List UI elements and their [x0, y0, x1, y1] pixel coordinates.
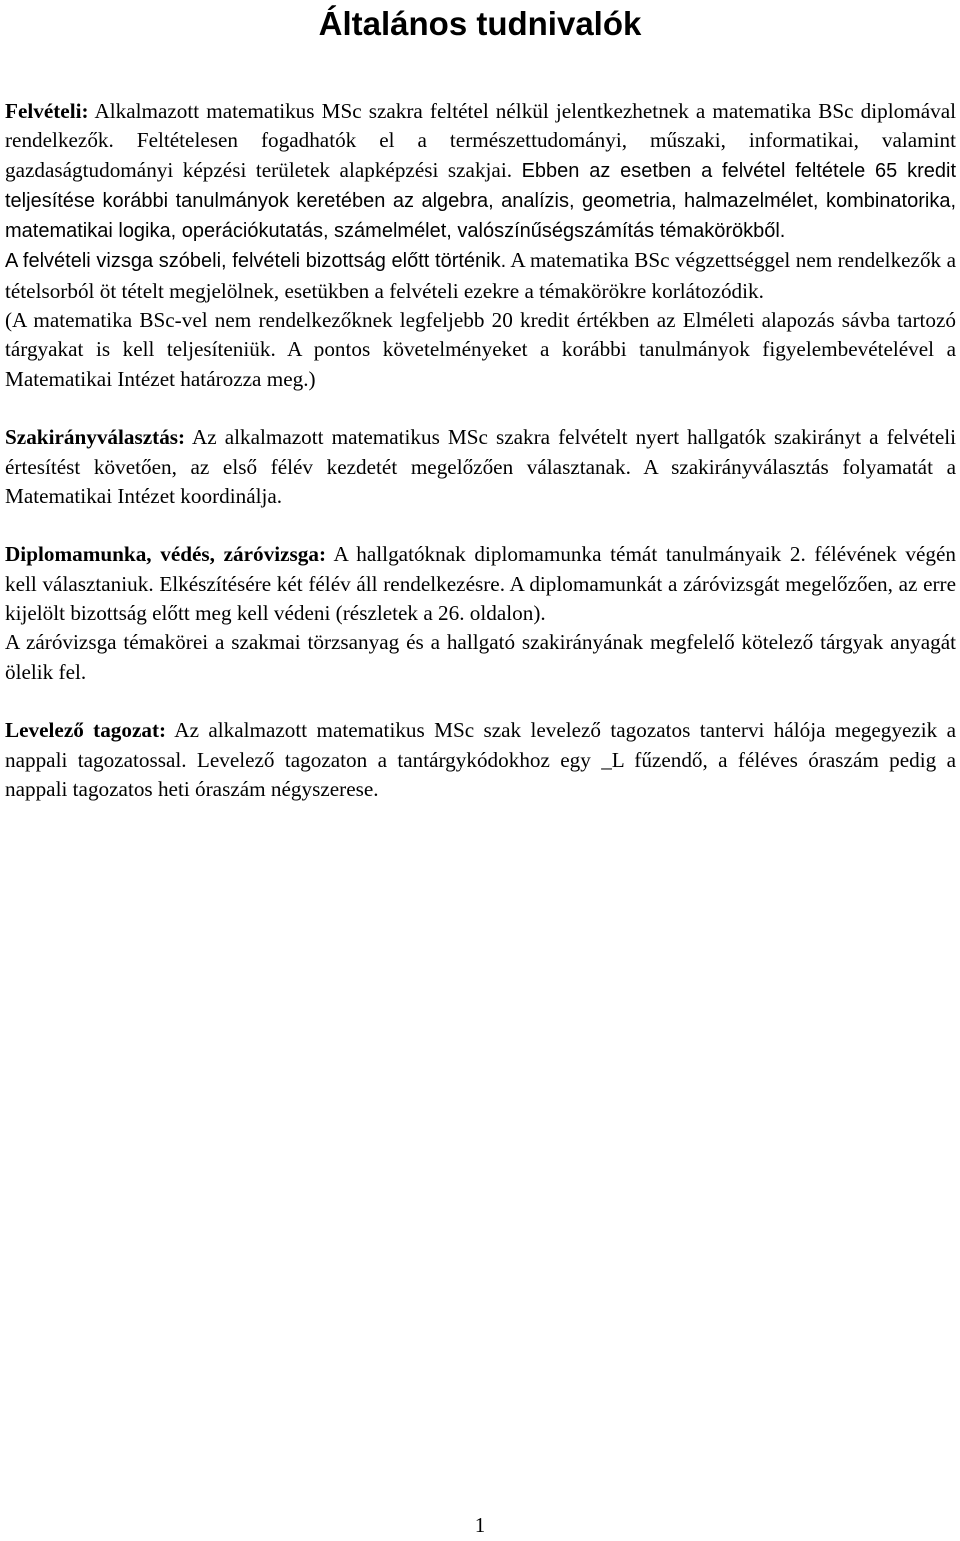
felveteli-condition-text: Ebben az esetben a felvétel feltétele 65 kredit teljesítése korábbi tanulmányok keretében az algebra, analízis, geometria, halmazelmélet, kombinatorika, matematikai logika, operációkutatás, számelmélet, valószínűségszámítás témakörökből. [5, 159, 957, 243]
szakirany-label: Szakirányválasztás: [5, 425, 186, 450]
diploma-text: A hallgatóknak diplomamunka témát tanulmányaik 2. félévének végén kell választaniuk. Elkészítésére két félév áll rendelkezésre. A diplomamunkát a záróvizsgát megelőzően, az erre kijelölt bizottság előtt meg kell védeni (részletek a 26. oldalon). [5, 542, 957, 626]
levelezo-paragraph [5, 716, 956, 804]
felveteli-paragraph [5, 97, 956, 246]
felveteli-text: Alkalmazott matematikus MSc szakra feltétel nélkül jelentkezhetnek a matematika BSc diplomával rendelkezők. Feltételesen fogadhatók el a természettudományi, műszaki, informatikai, valamint gazdaságtudományi képzési területek alapképzési szakjai. [5, 99, 956, 182]
zarovizsga-paragraph [5, 628, 956, 687]
felveteli-label: Felvételi: [5, 99, 89, 123]
felveteli-note-2: A pontos követelményeket a korábbi tanulmányok figyelembevételével a Matematikai Intézet határozza meg.) [5, 337, 956, 391]
felveteli-note: (A matematika BSc-vel nem rendelkezőknek legfeljebb 20 kredit értékben az Elméleti alapozás sávba tartozó tárgyakat is kell teljesíteniük. [5, 308, 956, 362]
page-title: Általános tudnivalók [318, 5, 642, 42]
felveteli-exam-text-2: A matematika BSc végzettséggel nem rendelkezők a tételsorból öt tételt megjelölnek, esetükben a felvételi ezekre a témakörökre korlátozódik. [5, 248, 956, 303]
levelezo-label: Levelező tagozat: [5, 718, 167, 743]
szakirany-text: Az alkalmazott matematikus MSc szakra felvételt nyert hallgatók szakirányt a felvételi értesítést követően, az első félév kezdetét megelőzően választanak. A szakirányválasztás folyamatát a Matematikai Intézet koordinálja. [5, 425, 956, 508]
felveteli-note-paragraph [5, 306, 956, 394]
zarovizsga-text: A záróvizsga témakörei a szakmai törzsanyag és a hallgató szakirányának megfelelő kötelező tárgyak anyagát ölelik fel. [5, 630, 956, 684]
felveteli-exam-text: A felvételi vizsga szóbeli, felvételi bizottság előtt történik. [5, 250, 507, 273]
levelezo-text: Az alkalmazott matematikus MSc szak levelező tagozatos tantervi hálója megegyezik a nappali tagozatossal. Levelező tagozaton a tantárgykódokhoz egy _L fűzendő, a féléves óraszám pedig a nappali tagozatos heti óraszám négyszerese. [5, 718, 956, 801]
szakirany-paragraph [5, 423, 956, 511]
diploma-paragraph [5, 540, 956, 628]
felveteli-exam-paragraph [5, 246, 956, 306]
document-body [5, 97, 956, 804]
diploma-label: Diplomamunka, védés, záróvizsga: [5, 542, 327, 567]
page-number: 1 [474, 1513, 486, 1537]
